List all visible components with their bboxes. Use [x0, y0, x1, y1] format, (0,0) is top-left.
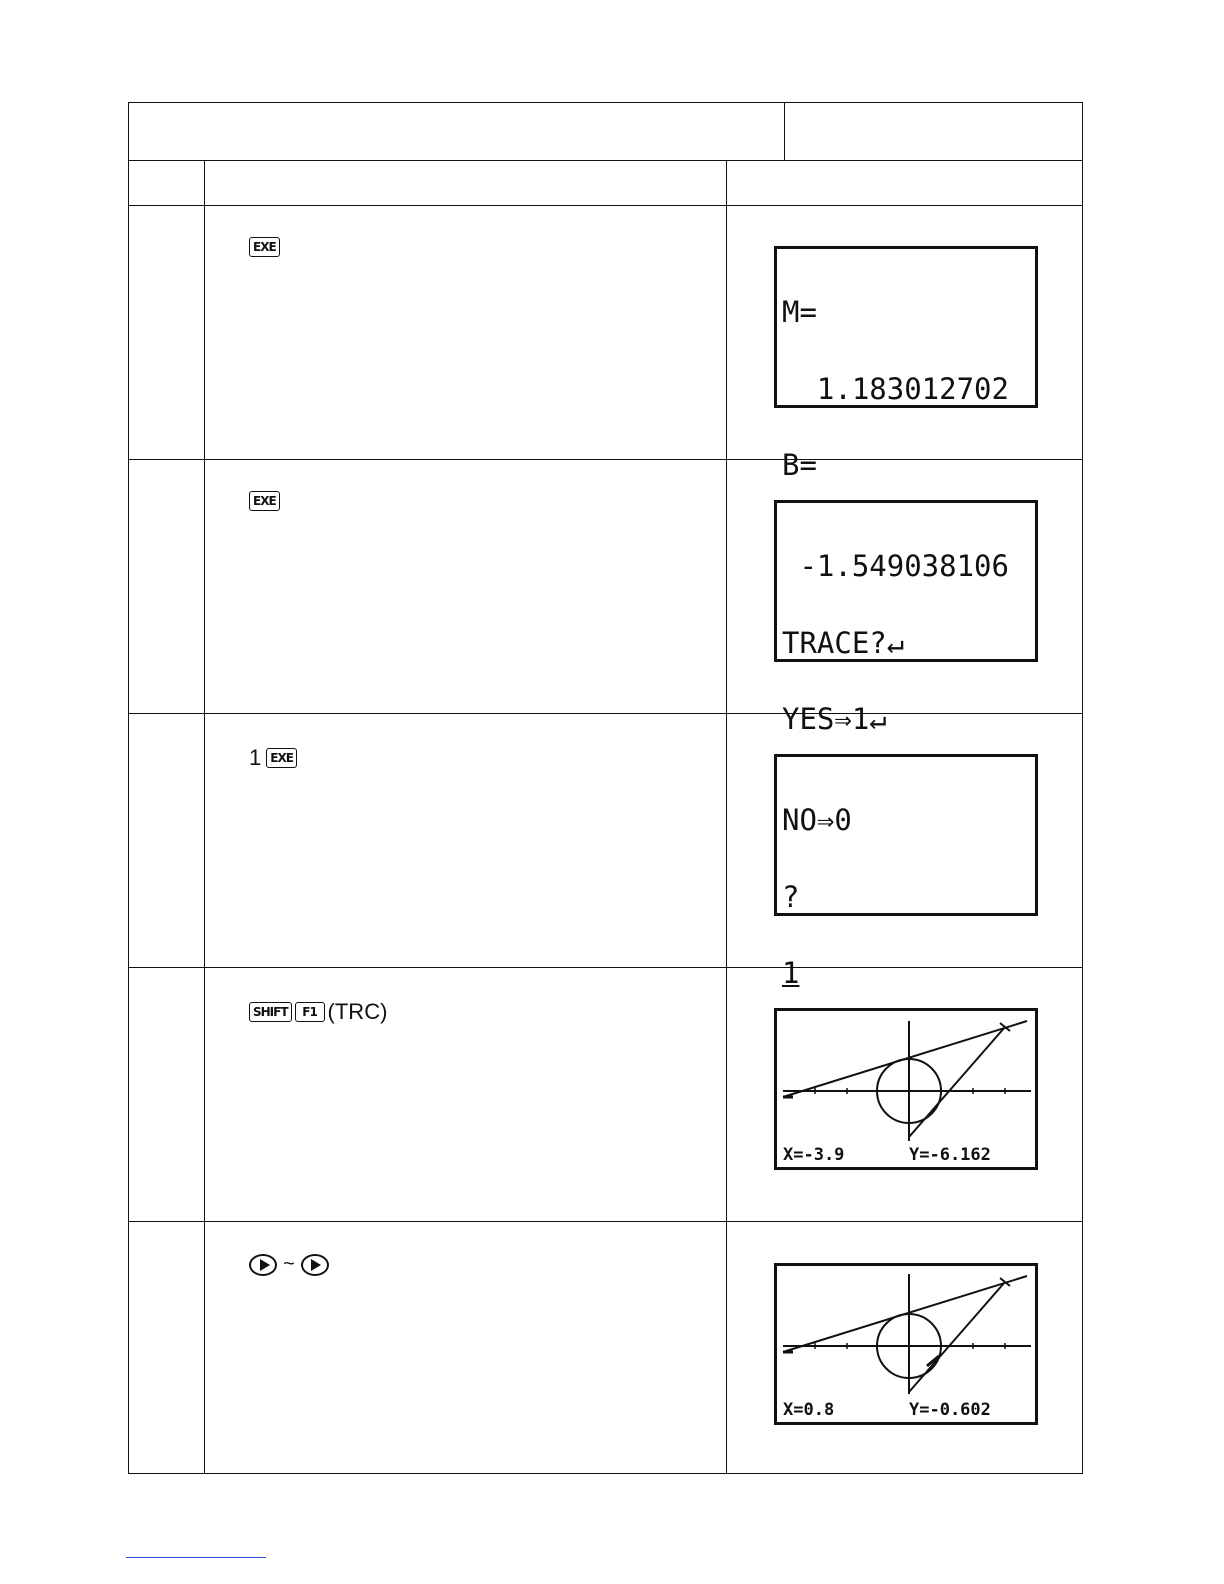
calculator-graph-step-5: [774, 1263, 1038, 1425]
procedure-table: [128, 102, 1083, 1474]
graph-plot: [777, 1011, 1035, 1167]
calculator-screen-step-1: [774, 246, 1038, 482]
screen-line: TRACE?↵: [782, 625, 905, 660]
screen-line: -1.549038106: [782, 549, 1009, 583]
header-split: [784, 103, 785, 160]
right-arrow-icon: [311, 1259, 321, 1271]
screen-line: YES⇒1↵: [782, 702, 887, 736]
key-sequence-step-4: [249, 999, 387, 1025]
column-header-divider: [129, 205, 1082, 206]
screen-line: NO⇒0: [782, 803, 852, 837]
y-readout: Y=-0.602: [909, 1400, 991, 1420]
key-sequence-step-3: [249, 745, 297, 771]
exe-key[interactable]: EXE: [249, 237, 280, 257]
key-sequence-step-5: [249, 1253, 329, 1276]
step-column-divider: [204, 160, 205, 1473]
exe-key[interactable]: EXE: [249, 491, 280, 511]
row-divider-4: [129, 1221, 1082, 1222]
x-readout: X=0.8: [783, 1400, 835, 1420]
key-sequence-step-1: [249, 237, 280, 257]
screen-line: M=: [782, 295, 817, 329]
calculator-graph-step-4: [774, 1008, 1038, 1170]
graph-plot: [777, 1266, 1035, 1422]
right-arrow-key[interactable]: [249, 1254, 277, 1276]
digit-key[interactable]: 1: [249, 745, 262, 770]
right-arrow-icon: [260, 1259, 270, 1271]
calculator-screen-step-2: [774, 500, 1038, 736]
f1-key[interactable]: F1: [295, 1002, 325, 1022]
screen-line: 1: [782, 956, 800, 990]
key-sequence-step-2: [249, 491, 280, 511]
display-column-divider: [726, 160, 727, 1473]
screen-line: B=: [782, 448, 817, 482]
screen-line: ?: [782, 879, 800, 914]
screen-line: 1.183012702: [782, 371, 1009, 406]
header-divider: [129, 160, 1082, 161]
exe-key[interactable]: EXE: [266, 748, 297, 768]
x-readout: X=-3.9: [783, 1145, 845, 1165]
right-arrow-key[interactable]: [301, 1254, 329, 1276]
calculator-screen-step-3: [774, 754, 1038, 990]
key-function-label: (TRC): [327, 999, 388, 1024]
range-separator: ~: [283, 1253, 295, 1275]
y-readout: Y=-6.162: [909, 1145, 991, 1165]
footer-link-underline[interactable]: [126, 1557, 266, 1558]
shift-key[interactable]: SHIFT: [249, 1002, 292, 1022]
